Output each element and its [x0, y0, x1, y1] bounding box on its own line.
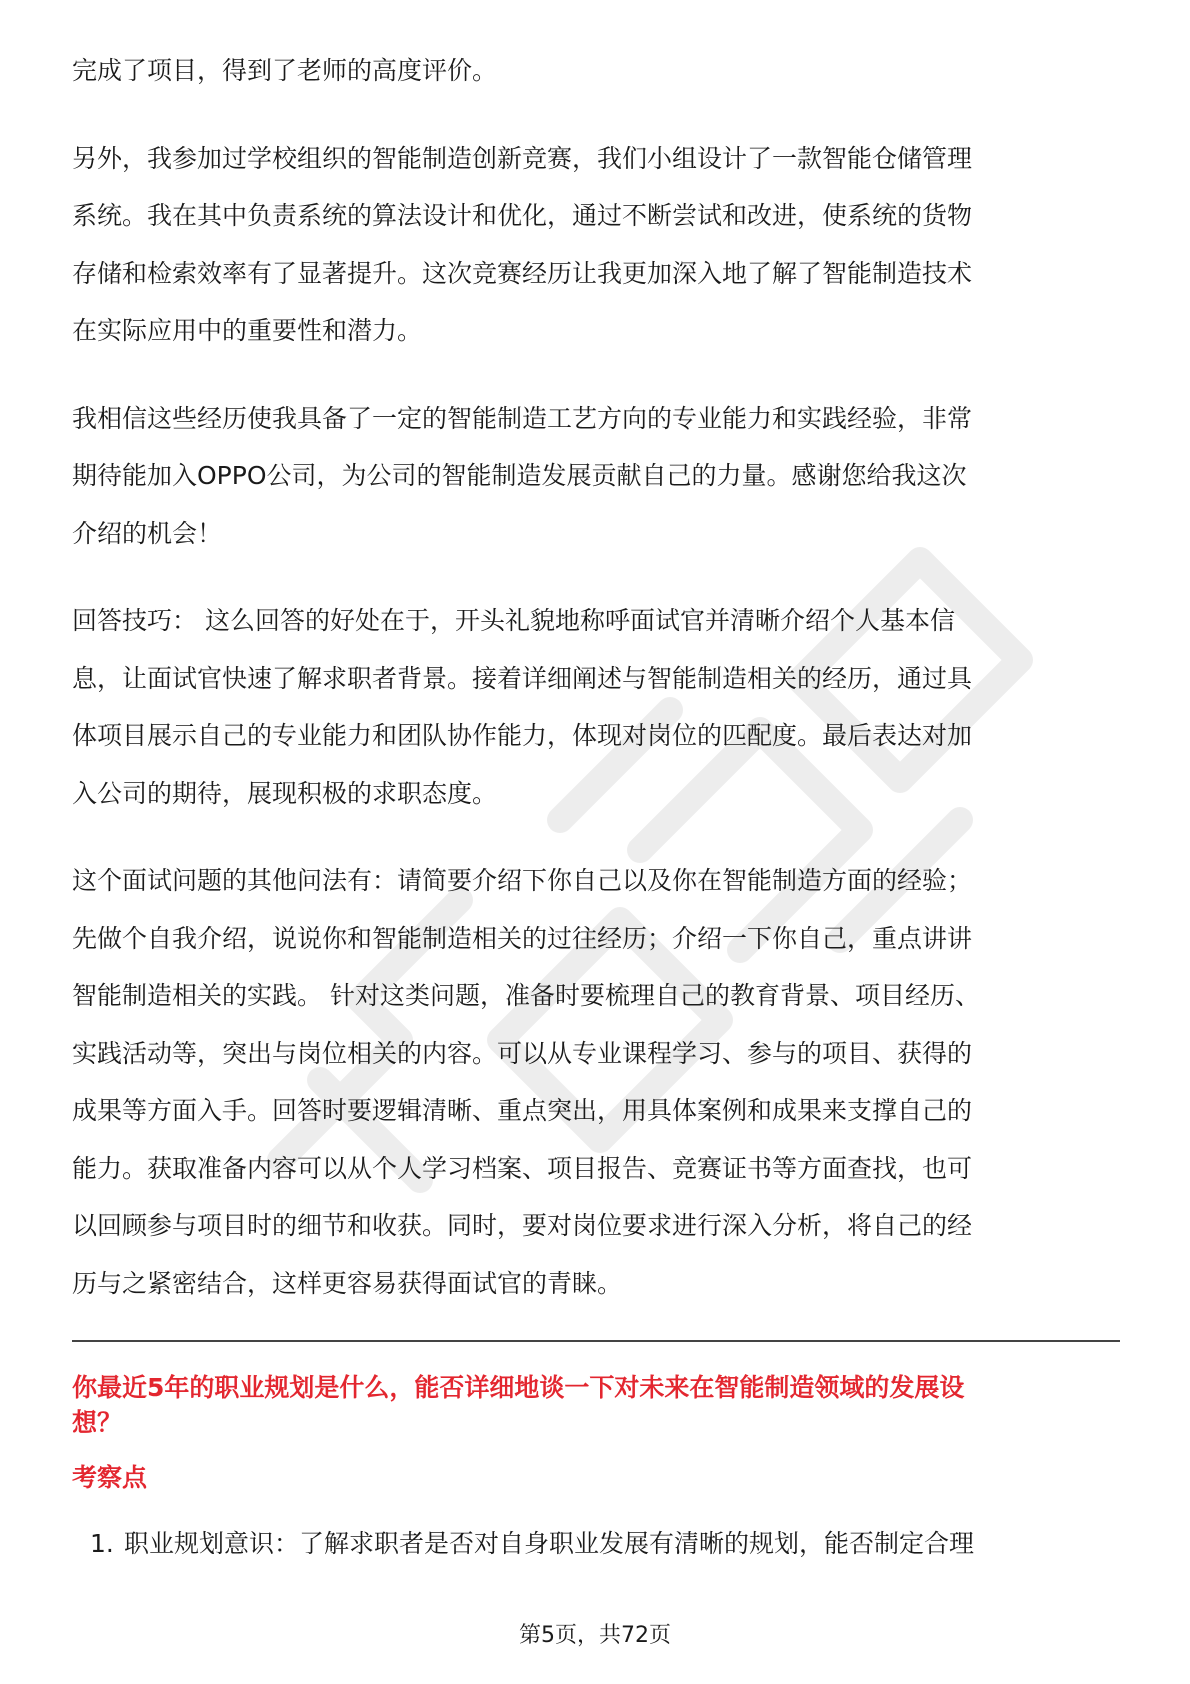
text-line: 入公司的期待，展现积极的求职态度。 — [72, 778, 498, 808]
text-line: 智能制造相关的实践。 针对这类问题，准备时要梳理自己的教育背景、项目经历、 — [72, 981, 980, 1010]
paragraph-2 — [72, 130, 1120, 360]
list-item-number: 1. — [90, 1529, 114, 1558]
text-line: 系统。我在其中负责系统的算法设计和优化，通过不断尝试和改进，使系统的货物 — [72, 201, 973, 230]
text-line: 先做个自我介绍，说说你和智能制造相关的过往经历；介绍一下你自己，重点讲讲 — [72, 923, 973, 953]
page-footer: 第5页，共72页 — [519, 1623, 671, 1648]
text-line: 另外，我参加过学校组织的智能制造创新竞赛，我们小组设计了一款智能仓储管理 — [72, 143, 973, 173]
answer-tips-paragraph — [72, 592, 1120, 822]
paragraph-1 — [72, 42, 1120, 100]
list-item-text: 职业规划意识：了解求职者是否对自身职业发展有清晰的规划，能否制定合理 — [124, 1529, 975, 1558]
document-page — [72, 42, 1120, 1562]
paragraph-3 — [72, 390, 1120, 563]
text-line: 我相信这些经历使我具备了一定的智能制造工艺方向的专业能力和实践经验，非常 — [72, 403, 973, 433]
text-line: 这个面试问题的其他问法有：请简要介绍下你自己以及你在智能制造方面的经验； — [72, 866, 973, 895]
question-line: 你最近5年的职业规划是什么，能否详细地谈一下对未来在智能制造领域的发展设 — [72, 1373, 965, 1402]
section-title: 考察点 — [72, 1463, 148, 1492]
text-line: 以回顾参与项目时的细节和收获。同时，要对岗位要求进行深入分析，将自己的经 — [72, 1211, 973, 1240]
text-line: 息，让面试官快速了解求职者背景。接着详细阐述与智能制造相关的经历，通过具 — [72, 663, 973, 693]
alternative-questions-paragraph — [72, 852, 1120, 1312]
text-line: 存储和检索效率有了显著提升。这次竞赛经历让我更加深入地了解了智能制造技术 — [72, 258, 973, 288]
interview-question-heading — [72, 1370, 1120, 1440]
text-line: 历与之紧密结合，这样更容易获得面试官的青睐。 — [72, 1268, 623, 1298]
text-line: 成果等方面入手。回答时要逻辑清晰、重点突出，用具体案例和成果来支撑自己的 — [72, 1096, 973, 1125]
text-line: 介绍的机会！ — [72, 518, 223, 548]
text-line: 实践活动等，突出与岗位相关的内容。可以从专业课程学习、参与的项目、获得的 — [72, 1038, 973, 1068]
text-line: 能力。获取准备内容可以从个人学习档案、项目报告、竞赛证书等方面查找，也可 — [72, 1153, 973, 1183]
text-line: 回答技巧： 这么回答的好处在于，开头礼貌地称呼面试官并清晰介绍个人基本信 — [72, 606, 955, 635]
text-line: 期待能加入OPPO公司，为公司的智能制造发展贡献自己的力量。感谢您给我这次 — [72, 461, 967, 490]
list-item — [72, 1526, 1120, 1562]
question-line: 想？ — [72, 1408, 123, 1437]
text-line: 体项目展示自己的专业能力和团队协作能力，体现对岗位的匹配度。最后表达对加 — [72, 721, 973, 750]
text-line: 在实际应用中的重要性和潜力。 — [72, 316, 423, 345]
text-line: 完成了项目，得到了老师的高度评价。 — [72, 56, 498, 85]
section-divider — [72, 1340, 1120, 1342]
